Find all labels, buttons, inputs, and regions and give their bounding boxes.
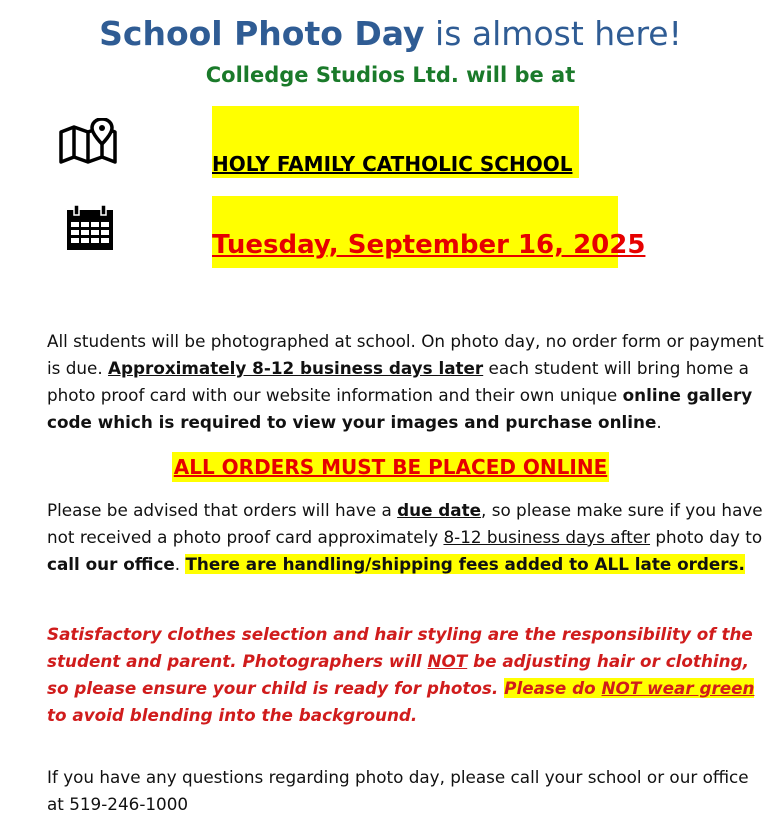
calendar-icon: [64, 204, 116, 252]
page-title: [0, 14, 781, 53]
due-text-1: Please be advised that orders will have a: [47, 500, 398, 520]
school-name: HOLY FAMILY CATHOLIC SCHOOL: [212, 152, 573, 176]
due-date-label: due date: [397, 500, 482, 520]
info-days-later: Approximately 8-12 business days later: [108, 358, 484, 378]
clothing-text-6: to avoid blending into the background.: [47, 705, 418, 725]
clothing-text-3: be adjusting hair or clothing, so please ensure your child is ready for photos.: [47, 651, 749, 698]
map-pin-icon: [58, 118, 118, 166]
studio-line: Colledge Studios Ltd. will be at: [205, 63, 576, 87]
orders-notice: ALL ORDERS MUST BE PLACED ONLINE: [172, 452, 610, 482]
orders-notice-wrap: [0, 452, 781, 482]
clothing-paragraph: [47, 621, 769, 729]
info-gallery-code: online gallery code which is required to view your images and purchase online: [47, 385, 753, 432]
info-text-5: .: [656, 412, 662, 432]
green-warning-start: Please do: [504, 678, 602, 698]
info-text-3: each student will bring home a photo proof card with our website information and their own unique: [47, 358, 749, 405]
late-fees-notice: There are handling/shipping fees added to ALL late orders.: [185, 554, 745, 574]
info-paragraph: [47, 328, 769, 436]
call-office: call our office: [47, 554, 175, 574]
photo-date: Tuesday, September 16, 2025: [212, 230, 646, 260]
due-text-5: photo day to: [650, 527, 763, 547]
info-text-1: All students will be photographed at school. On photo day, no order form or payment is due.: [47, 331, 764, 378]
due-text-7: .: [174, 554, 186, 574]
due-date-paragraph: [47, 497, 769, 578]
due-business-days: 8-12 business days after: [443, 527, 651, 547]
contact-paragraph: If you have any questions regarding photo day, please call your school or our office at 519-246-1000: [47, 767, 749, 814]
due-text-3: , so please make sure if you have not received a photo proof card approximately: [47, 500, 763, 547]
clothing-not: NOT: [427, 651, 468, 671]
title-rest: is almost here!: [424, 14, 682, 53]
clothing-text-1: Satisfactory clothes selection and hair styling are the responsibility of the student and parent. Photographers will: [47, 624, 753, 671]
green-warning: NOT wear green: [601, 678, 755, 698]
title-bold: School Photo Day: [99, 14, 425, 53]
